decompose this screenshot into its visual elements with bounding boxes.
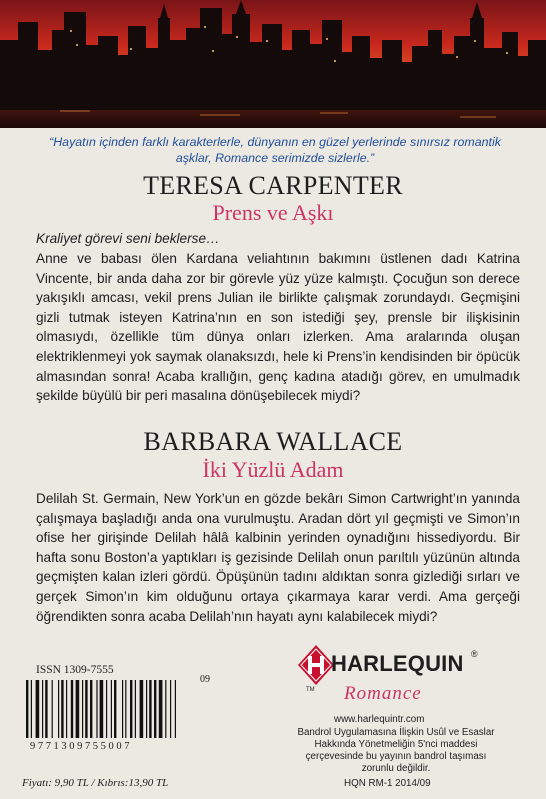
barcode	[22, 680, 226, 742]
harlequin-logo	[298, 641, 488, 711]
registered-mark: ®	[471, 649, 478, 659]
publisher-website: www.harlequintr.com	[334, 714, 425, 725]
book1-title: Prens ve Aşkı	[212, 200, 334, 225]
harlequin-diamond-icon	[298, 645, 334, 685]
trademark-mark: TM	[306, 687, 315, 693]
book2-author: BARBARA WALLACE	[143, 427, 403, 456]
barcode-addon: 09	[200, 674, 210, 685]
book2-title: İki Yüzlü Adam	[202, 457, 344, 482]
book2-blurb: Delilah St. Germain, New York’un en gözde bekârı Simon Cartwright’ın yanında çalışmaya başladığı anda ona vurulmuştu. Aradan dört yıl geçmişti ve Simon’ın ofise her girişinde Delilah hâlâ kalbinin yerinden oynadığını hissediyordu. Bir hafta sonu Boston’a yaptıkları iş gezisinde Delilah onun parıltılı yüzünün altında geçmişten kalan izleri gördü. Öpüşünün tadını aldıktan sonra gizlediği sırları ve gerçek Simon’ın kim olduğunu ortaya çıkarmaya karar verdi. Ama gerçeği öğrendikten sonra acaba Delilah’nın hayatı aynı kalabilecek miydi?	[36, 491, 520, 624]
barcode-number: 9771309755007	[30, 741, 133, 752]
legal-notice: Bandrol Uygulamasına İlişkin Usûl ve Esaslar Hakkında Yönetmeliğin 5'nci maddesi çerçevesinde bu yayının bandrol taşıması zorunlu değildir.	[297, 727, 495, 774]
issn-label: ISSN 1309-7555	[36, 664, 114, 676]
edition-code: HQN RM-1 2014/09	[344, 778, 431, 789]
book1-intro: Kraliyet görevi seni beklerse…	[36, 231, 220, 246]
series-tagline: “Hayatın içinden farklı karakterlerle, dünyanın en güzel yerlerinde sınırsız romantik aşklar, Romance serimizde sizlerle.”	[49, 135, 501, 165]
harlequin-wordmark: HARLEQUIN	[331, 651, 464, 676]
book1-author: TERESA CARPENTER	[143, 171, 403, 200]
city-skyline-image	[0, 0, 546, 128]
romance-series-name: Romance	[344, 683, 422, 704]
book1-blurb: Anne ve babası ölen Kardana veliahtının bakımını üstlenen dadı Katrina Vincente, bir anda daha zor bir görevle yüz yüze kalmıştı. Çocuğun son derece yakışıklı amcası, vekil prens Julian ile birlikte çalışmak zorundaydı. Geçmişini gizli tutmak isteyen Katrina’nın en son istediği şey, prensle bir ilişkisinin olmasıydı, özellikle tüm dünya onları izlerken. Ama aralarında oluşan elektriklenmeyi yok saymak olanaksızdı, hele ki Prens’in kendisinden bir öpücük almasından sonra! Acaba krallığın, genç kadına atadığı görev, en umulmadık şekilde büyülü bir peri masalına dönüşebilecek miydi?	[36, 251, 520, 404]
price-label: Fiyatı: 9,90 TL / Kıbrıs:13,90 TL	[22, 777, 169, 789]
